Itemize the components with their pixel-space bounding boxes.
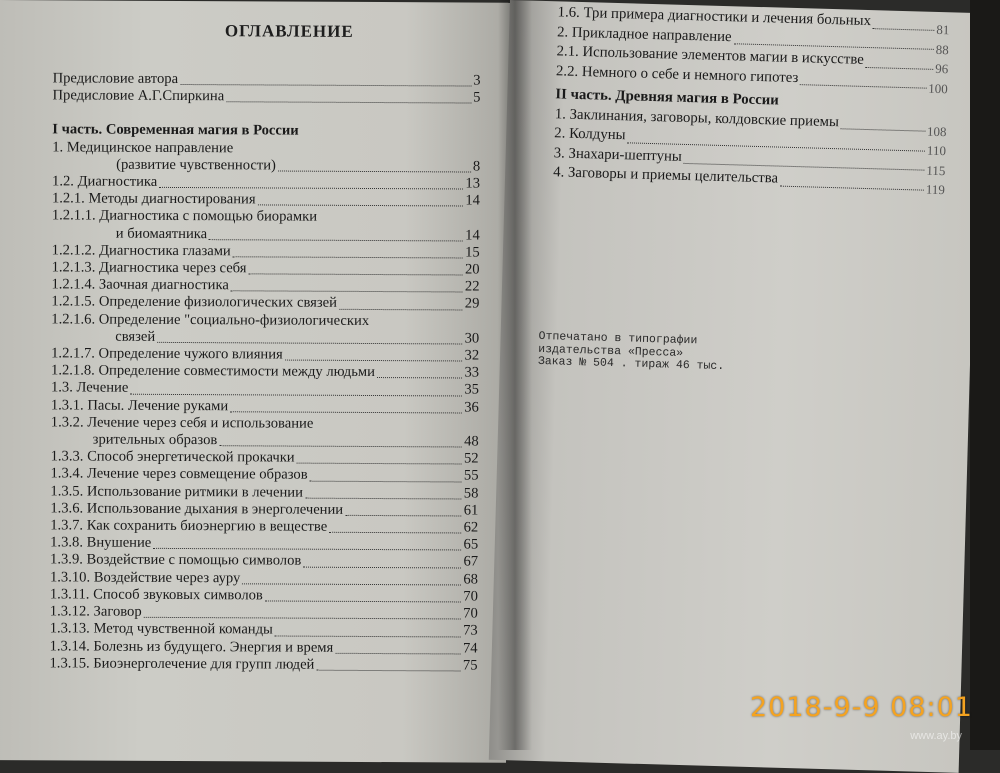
toc-entry: и биомаятника 14 — [115, 225, 480, 244]
toc-entry: 1.2.1.3. Диагностика через себя 20 — [51, 259, 480, 278]
watermark: www.ay.by — [910, 730, 962, 742]
toc-entry: 1.3. Лечение 35 — [50, 379, 480, 399]
toc-entry: 2. Прикладное направление 88 — [556, 23, 950, 57]
toc-entry: 1. Медицинское направление — [52, 138, 234, 156]
toc-entry: 4. Заговоры и приемы целительства 119 — [552, 164, 946, 198]
toc-entry: 1.2.1.5. Определение физиологических связей 29 — [51, 293, 480, 313]
toc-list-right — [552, 3, 950, 198]
toc-entry: 1.2.1.1. Диагностика с помощью биорамки — [51, 207, 318, 226]
toc-entry: 1.3.8. Внушение 65 — [50, 534, 479, 553]
toc-entry: 1.2.1.8. Определение совместимости между людьми 33 — [51, 362, 480, 381]
toc-entry: 1. Заклинания, заговоры, колдовские приемы 108 — [554, 105, 947, 139]
toc-entry: 1.2.1.2. Диагностика глазами 15 — [51, 242, 480, 261]
toc-entry: (развитие чувственности) 8 — [116, 156, 481, 175]
toc-entry: 3. Знахари-шептуны 115 — [553, 144, 946, 178]
toc-entry: 2.2. Немного о себе и немного гипотез 100 — [555, 62, 948, 96]
right-page — [489, 0, 980, 773]
toc-entry: 1.3.1. Пасы. Лечение руками 36 — [50, 396, 479, 416]
printing-imprint — [538, 331, 725, 374]
toc-entry: 1.2.1.7. Определение чужого влияния 32 — [51, 345, 480, 364]
toc-entry: Предисловие автора 3 — [52, 70, 481, 89]
toc-entry: 1.3.11. Способ звуковых символов 70 — [49, 586, 478, 605]
toc-entry: 1.2. Диагностика 13 — [52, 173, 481, 192]
toc-entry: 1.3.15. Биоэнерголечение для групп людей 75 — [49, 655, 478, 674]
page-edge-shadow — [970, 0, 1000, 750]
toc-entry: 1.3.10. Воздействие через ауру 68 — [49, 569, 479, 588]
imprint-line: издательства «Пресса» — [538, 342, 684, 360]
toc-entry: 1.3.9. Воздействие с помощью символов 67 — [50, 551, 479, 571]
photo-timestamp: 2018-9-9 08:01 — [750, 692, 973, 723]
imprint-line: Отпечатано в типографии — [538, 329, 698, 348]
toc-entry: 2. Колдуны 110 — [554, 125, 947, 159]
toc-part-heading: I часть. Современная магия в России — [52, 121, 299, 140]
toc-heading: ОГЛАВЛЕНИЕ — [224, 21, 354, 41]
toc-entry: 1.6. Три примера диагностики и лечения больных 81 — [557, 4, 950, 38]
toc-list-left — [49, 70, 480, 674]
book-gutter-shadow — [498, 0, 532, 750]
toc-entry: 1.3.3. Способ энергетической прокачки 52 — [50, 448, 479, 467]
toc-entry: 1.3.13. Метод чувственной команды 73 — [49, 620, 478, 639]
toc-entry: связей 30 — [115, 328, 480, 347]
toc-entry: 1.3.6. Использование дыхания в энерголечении 61 — [50, 500, 479, 519]
toc-entry: 1.3.2. Лечение через себя и использование — [50, 414, 314, 432]
toc-entry: 1.3.12. Заговор 70 — [49, 603, 478, 622]
imprint-line: Заказ № 504 . тираж 46 тыс. — [537, 354, 725, 374]
toc-entry: зрительных образов 48 — [92, 431, 479, 450]
toc-entry: 2.1. Использование элементов магии в искусстве 96 — [556, 43, 949, 77]
toc-entry: 1.2.1. Методы диагностирования 14 — [51, 190, 480, 209]
toc-entry: 1.3.5. Использование ритмики в лечении 58 — [50, 482, 479, 502]
toc-entry: 1.3.14. Болезнь из будущего. Энергия и время 74 — [49, 637, 478, 657]
toc-entry: 1.3.7. Как сохранить биоэнергию в веществе 62 — [50, 517, 479, 536]
toc-part-heading: II часть. Древняя магия в России — [555, 86, 780, 109]
toc-entry: 1.2.1.6. Определение "социально-физиологических — [51, 310, 370, 329]
toc-entry: 1.3.4. Лечение через совмещение образов 55 — [50, 465, 479, 485]
toc-entry: Предисловие А.Г.Спиркина 5 — [52, 87, 481, 106]
toc-entry: 1.2.1.4. Заочная диагностика 22 — [51, 276, 480, 295]
